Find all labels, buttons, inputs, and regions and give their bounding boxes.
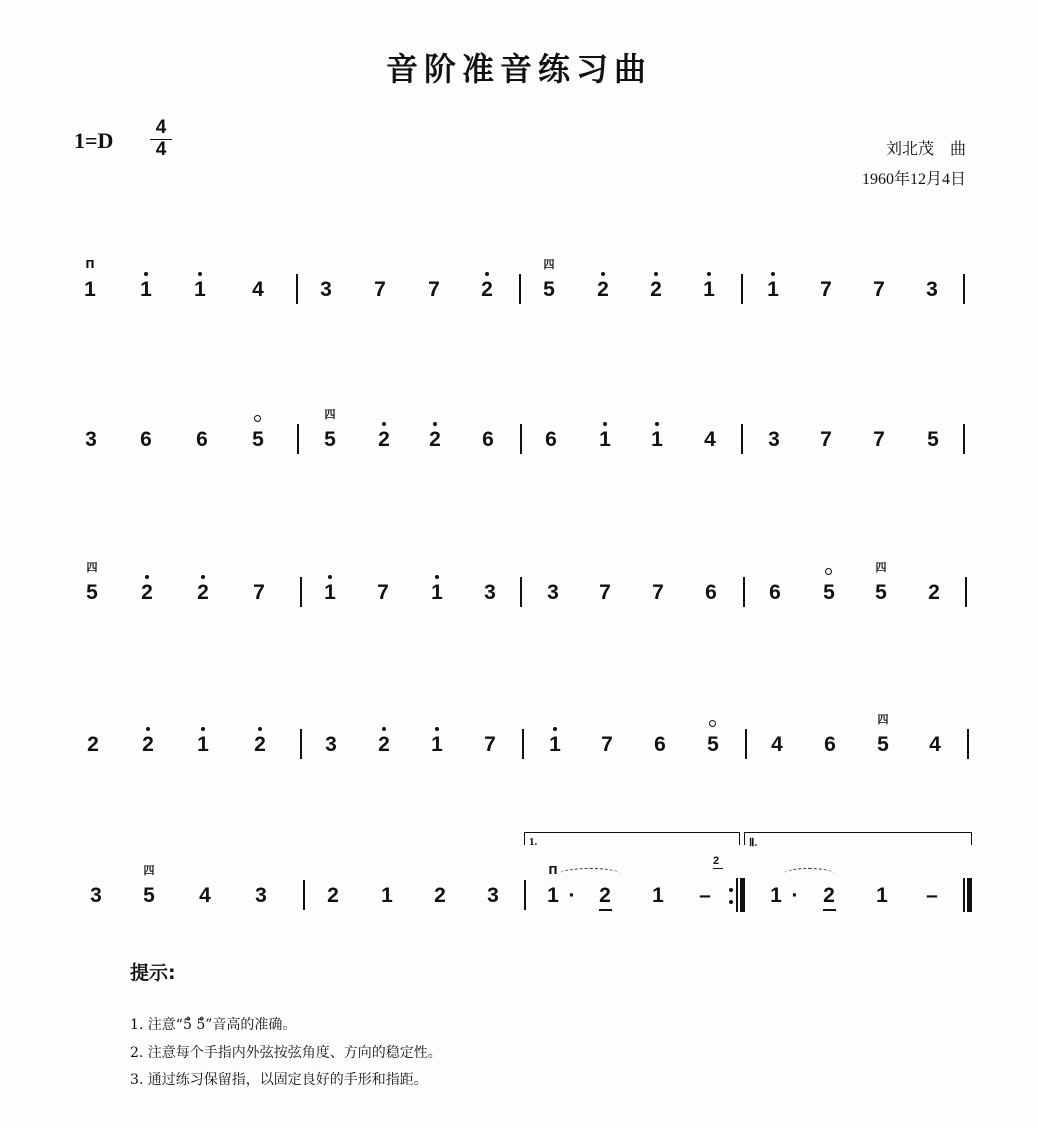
down-bow-icon: П [548,864,558,877]
barline [303,880,305,910]
note [186,278,214,302]
note [188,428,216,452]
octave-dot-icon [601,272,605,276]
note [316,408,344,452]
octave-dot-icon [707,272,711,276]
note [697,581,725,605]
note [373,884,401,908]
note-digit: 2 [928,581,940,604]
barline [296,274,298,304]
note [558,884,586,908]
note-digit: 6 [196,428,208,451]
note-digit: – [699,884,711,907]
note [539,581,567,605]
note [191,884,219,908]
note-digit: 6 [824,733,836,756]
note [812,278,840,302]
barline [524,880,526,910]
note [815,884,843,908]
note-digit: 7 [484,733,496,756]
barline [300,577,302,607]
note-digit: 7 [820,278,832,301]
note [919,428,947,452]
barline [741,274,743,304]
note [370,733,398,757]
note [781,884,809,908]
note-digit: 1 [599,428,611,451]
note [77,428,105,452]
note [79,733,107,757]
harmonic-circle-icon [254,415,261,422]
note-digit: 4 [771,733,783,756]
note-digit: 4 [704,428,716,451]
note [867,561,895,605]
note-digit: 1 [549,733,561,756]
tips-title: 提示: [130,962,176,984]
note [761,581,789,605]
grace-underline-icon [713,868,723,869]
note [473,278,501,302]
note [244,278,272,302]
finger-mark: 四 [143,864,155,877]
note [644,884,672,908]
note [246,733,274,757]
note-digit: 3 [320,278,332,301]
note [476,581,504,605]
note [76,258,104,302]
final-barline-thin [963,878,965,912]
note [642,278,670,302]
note [865,278,893,302]
note-digit: 3 [325,733,337,756]
octave-dot-icon [485,272,489,276]
note-digit: 1 [651,428,663,451]
octave-dot-icon [553,727,557,731]
note-digit: 3 [547,581,559,604]
note-digit: 1 [194,278,206,301]
barline [297,424,299,454]
octave-dot-icon [655,422,659,426]
note [135,864,163,908]
note-digit: 2 [254,733,266,756]
note-digit: 1 [381,884,393,907]
note [369,581,397,605]
octave-dot-icon [146,727,150,731]
note [319,884,347,908]
notation-row [0,242,1038,322]
note [591,581,619,605]
note [696,428,724,452]
note [423,581,451,605]
note-digit: 6 [654,733,666,756]
down-bow-icon: П [85,258,95,271]
note-digit: 3 [926,278,938,301]
finger-mark: 四 [324,408,336,421]
note [812,428,840,452]
note-digit: 1 [140,278,152,301]
note [132,278,160,302]
slur-icon [784,868,834,879]
note-digit: 5 [543,278,555,301]
time-signature-numerator: 4 [150,118,172,140]
note [423,733,451,757]
octave-dot-icon [435,727,439,731]
note-digit: 1 [431,733,443,756]
note-digit: 6 [545,428,557,451]
repeat-dot-icon [729,888,733,892]
note [589,278,617,302]
time-signature-denominator: 4 [155,139,167,160]
note-digit: 7 [374,278,386,301]
octave-dot-icon [145,575,149,579]
note-digit: 2 [378,733,390,756]
note [366,278,394,302]
octave-dot-icon [382,422,386,426]
repeat-barline-thin [736,878,738,912]
note-digit: 3 [484,581,496,604]
note-digit: 1 [703,278,715,301]
notation-row [0,697,1038,777]
note-digit: 6 [482,428,494,451]
underline-icon [599,909,612,911]
note [816,733,844,757]
slur-icon [560,868,620,879]
note [421,428,449,452]
note-digit: 1 [197,733,209,756]
note [591,428,619,452]
note [474,428,502,452]
barline [963,274,965,304]
tip-2: 2. 注意每个手指内外弦按弦角度、方向的稳定性。 [130,1045,442,1061]
note-digit: 7 [253,581,265,604]
note [865,428,893,452]
note-digit: 6 [705,581,717,604]
note [643,428,671,452]
note-digit: 5 [877,733,889,756]
notation-row [0,392,1038,472]
note-digit: 7 [428,278,440,301]
key-signature: 1=D [74,128,114,153]
note [699,733,727,757]
tip-3: 3. 通过练习保留指，以固定良好的手形和指距。 [130,1072,428,1088]
composer: 刘北茂 曲 [885,139,966,158]
note-digit: 4 [929,733,941,756]
note [78,561,106,605]
note-digit: 5 [86,581,98,604]
note-digit: 2 [599,884,611,907]
note [426,884,454,908]
note-digit: 1 [767,278,779,301]
note [244,428,272,452]
note [646,733,674,757]
repeat-barline-thick [740,878,745,912]
note [760,428,788,452]
repeat-dot-icon [729,900,733,904]
note-digit: 2 [597,278,609,301]
note-digit: 1 [876,884,888,907]
note-digit: 2 [481,278,493,301]
volta-bracket [744,832,972,845]
note [868,884,896,908]
note-digit: 2 [434,884,446,907]
note [537,428,565,452]
note-digit: 7 [652,581,664,604]
note-digit: 2 [142,733,154,756]
note-digit: 7 [873,428,885,451]
time-signature [150,118,172,160]
barline [963,424,965,454]
grace-note: 2 [713,855,720,867]
note [312,278,340,302]
harmonic-circle-icon [709,720,716,727]
note-digit: 2 [650,278,662,301]
barline [743,577,745,607]
note [695,278,723,302]
note [869,713,897,757]
octave-dot-icon [201,575,205,579]
notation-row [0,545,1038,625]
note-digit: 2 [327,884,339,907]
barline [520,424,522,454]
note [921,733,949,757]
barline [745,729,747,759]
note-digit: 1 [770,884,782,907]
harmonic-circle-icon [825,568,832,575]
octave-dot-icon [258,727,262,731]
note [189,581,217,605]
notation-row [0,836,1038,928]
note-digit: · [791,884,799,907]
note [920,581,948,605]
note-digit: 5 [823,581,835,604]
barline [300,729,302,759]
volta-bracket [524,832,740,845]
note-digit: 3 [255,884,267,907]
note-digit: 5 [707,733,719,756]
note [759,278,787,302]
note-digit: 7 [820,428,832,451]
note [420,278,448,302]
note-digit: · [568,884,576,907]
note-digit: 3 [768,428,780,451]
note-digit: 2 [87,733,99,756]
note [133,581,161,605]
note [247,884,275,908]
finger-mark: 四 [875,561,887,574]
note-digit: 1 [84,278,96,301]
note-digit: 6 [140,428,152,451]
note [245,581,273,605]
octave-dot-icon [771,272,775,276]
note-digit: 7 [873,278,885,301]
note-digit: 5 [927,428,939,451]
note [918,278,946,302]
note-digit: 5 [252,428,264,451]
octave-dot-icon [198,272,202,276]
note-digit: 7 [377,581,389,604]
note-digit: 2 [141,581,153,604]
note-digit: 2 [823,884,835,907]
note [593,733,621,757]
note [134,733,162,757]
note [132,428,160,452]
octave-dot-icon [603,422,607,426]
octave-dot-icon [328,575,332,579]
note-digit: – [926,884,938,907]
octave-dot-icon [382,727,386,731]
note-digit: 3 [90,884,102,907]
barline [522,729,524,759]
note-digit: 5 [143,884,155,907]
finger-mark: 四 [543,258,555,271]
note-digit: 1 [431,581,443,604]
note-digit: 6 [769,581,781,604]
note [317,733,345,757]
final-barline-thick [967,878,972,912]
octave-dot-icon [201,727,205,731]
finger-mark: 四 [877,713,889,726]
note [763,733,791,757]
note [918,884,946,908]
note-digit: 4 [199,884,211,907]
note [644,581,672,605]
octave-dot-icon [654,272,658,276]
composition-date: 1960年12月4日 [861,171,966,188]
score-title: 音阶准音练习曲 [385,50,652,88]
note-digit: 5 [875,581,887,604]
note [476,733,504,757]
octave-dot-icon [433,422,437,426]
volta-label: Ⅱ. [749,837,758,849]
note [691,884,719,908]
note [535,258,563,302]
note [591,884,619,908]
barline [520,577,522,607]
note [82,884,110,908]
finger-mark: 四 [86,561,98,574]
note-digit: 3 [85,428,97,451]
octave-dot-icon [435,575,439,579]
note-digit: 7 [601,733,613,756]
note [541,733,569,757]
note [189,733,217,757]
note-digit: 7 [599,581,611,604]
note [316,581,344,605]
barline [967,729,969,759]
underline-icon [823,909,836,911]
note-digit: 2 [378,428,390,451]
volta-label: 1. [529,836,538,848]
note-digit: 4 [252,278,264,301]
note-digit: 1 [652,884,664,907]
barline [519,274,521,304]
note-digit: 1 [547,884,559,907]
note-digit: 1 [324,581,336,604]
octave-dot-icon [144,272,148,276]
note-digit: 5 [324,428,336,451]
barline [741,424,743,454]
tip-1: 1. 注意“5̊ 5̊”音高的准确。 [130,1017,297,1033]
barline [965,577,967,607]
note-digit: 2 [197,581,209,604]
note [815,581,843,605]
note-digit: 2 [429,428,441,451]
note [479,884,507,908]
note [370,428,398,452]
note-digit: 3 [487,884,499,907]
